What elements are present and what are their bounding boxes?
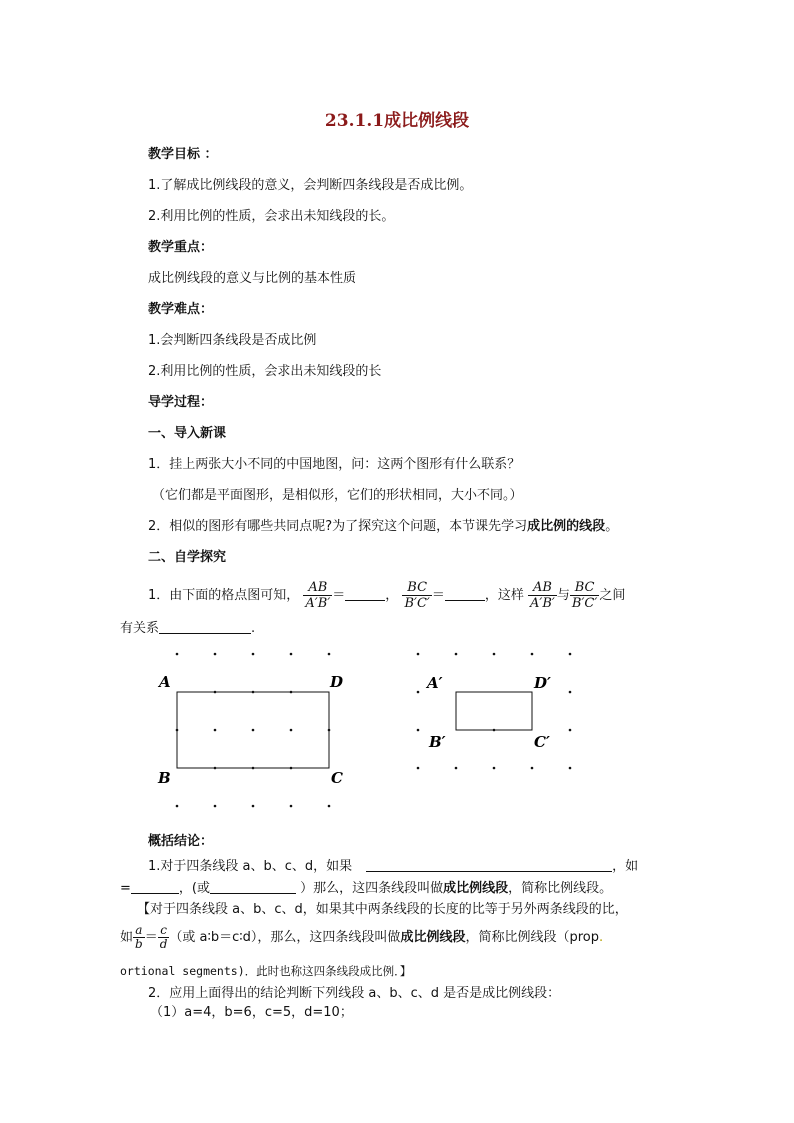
s2-line2-text: 有关系 [120, 621, 160, 636]
grid-dots [176, 653, 331, 808]
difficulty-1: 1.会判断四条线段是否成比例 [148, 333, 317, 348]
difficulty-2: 2.利用比例的性质，会求出未知线段的长 [148, 364, 382, 379]
s2-item-1-text: 1．由下面的格点图可知， [148, 588, 300, 603]
conclusion-1-end: ，简称比例线段。 [508, 881, 613, 896]
fraction-denominator: B′C′ [404, 596, 430, 611]
difficulty-heading: 教学难点： [148, 302, 214, 317]
fraction-c-d [158, 924, 170, 951]
s2-yu: 与 [556, 588, 570, 603]
conclusion-1 [148, 858, 638, 876]
key-text: 成比例线段的意义与比例的基本性质 [148, 271, 357, 286]
note-line-1: 【对于四条线段 a、b、c、d，如果其中两条线段的长度的比等于另外两条线段的比， [137, 902, 628, 917]
fraction-numerator: BC [570, 580, 599, 596]
s1-item-2-end: 。 [605, 519, 619, 534]
fraction-denominator: A′B′ [530, 596, 555, 611]
fraction-numerator: a [133, 924, 145, 938]
vertex-label-d-prime: D′ [534, 674, 551, 692]
note-line-2 [120, 921, 603, 955]
key-heading: 教学重点： [148, 240, 214, 255]
fraction-denominator: A′B′ [305, 596, 331, 611]
answer-blank-1[interactable] [345, 587, 385, 601]
page-title: 23.1.1成比例线段 [324, 111, 470, 131]
equals-prefix: = [120, 881, 131, 896]
fraction-numerator: c [158, 924, 170, 938]
answer-blank-3[interactable] [159, 620, 251, 634]
note-dot: . [598, 930, 604, 945]
summary-heading: 概括结论： [148, 834, 214, 849]
answer-blank-4[interactable] [366, 858, 612, 872]
goals-heading: 教学目标 ： [148, 147, 218, 162]
equals-sign: ＝ [144, 930, 158, 945]
vertex-label-b-prime: B′ [429, 733, 446, 751]
equals-sign: ＝ [431, 588, 445, 603]
comma: ， [385, 588, 399, 603]
vertex-label-c-prime: C′ [534, 733, 550, 751]
goal-1: 1.了解成比例线段的意义，会判断四条线段是否成比例。 [148, 178, 473, 193]
s1-item-2 [148, 518, 618, 536]
grid-figure-left [150, 645, 370, 815]
conclusion-1-or: ，(或 [178, 881, 210, 896]
goal-2: 2.利用比例的性质，会求出未知线段的长。 [148, 209, 395, 224]
fraction-bc-2 [570, 580, 599, 611]
s2-zheyang: ，这样 [484, 588, 524, 603]
period: . [251, 621, 256, 636]
conclusion-1-text: 1.对于四条线段 a、b、c、d，如果 [148, 859, 353, 874]
note-line-3: ortional segments)．此时也称这四条线段成比例．】 [120, 964, 412, 978]
answer-blank-6[interactable] [210, 880, 296, 894]
conclusion-1-line-2 [120, 880, 612, 898]
answer-blank-2[interactable] [445, 587, 485, 601]
conclusion-1-text-2: ）那么，这四条线段叫做 [295, 881, 444, 896]
conclusion-2-item-1: （1）a=4，b=6，c=5，d=10； [150, 1005, 353, 1020]
section-2-heading: 二、自学探究 [148, 550, 227, 565]
fraction-a-b [133, 924, 145, 951]
fraction-ab-2 [528, 580, 557, 611]
vertex-label-b: B [158, 769, 171, 787]
s2-item-1 [148, 577, 625, 615]
conclusion-1-bold: 成比例线段 [443, 881, 509, 896]
note-bold: 成比例线段 [400, 930, 466, 945]
vertex-label-c: C [331, 769, 343, 787]
s1-item-1: 1．挂上两张大小不同的中国地图，问：这两个图形有什么联系？ [148, 457, 521, 472]
rectangle-a1b1c1d1 [456, 692, 532, 730]
answer-blank-5[interactable] [131, 880, 179, 894]
note-text: （或 a∶b＝c∶d），那么，这四条线段叫做 [169, 930, 401, 945]
grid-dots [417, 653, 572, 770]
conclusion-1-ru: ，如 [612, 859, 639, 874]
vertex-label-a: A [159, 673, 171, 691]
vertex-label-a-prime: A′ [427, 674, 443, 692]
grid-figure-right [405, 645, 585, 775]
equals-sign: ＝ [332, 588, 346, 603]
s1-answer: （它们都是平面图形，是相似形，它们的形状相同，大小不同。） [152, 488, 523, 503]
fraction-denominator: d [159, 937, 168, 951]
fraction-denominator: b [135, 937, 143, 951]
conclusion-2: 2．应用上面得出的结论判断下列线段 a、b、c、d 是否是成比例线段： [148, 986, 561, 1001]
fraction-numerator: AB [528, 580, 557, 596]
s2-item-1-line-2 [120, 620, 255, 638]
fraction-denominator: B′C′ [571, 596, 598, 611]
fraction-numerator: AB [303, 580, 332, 596]
fraction-numerator: BC [402, 580, 431, 596]
s1-item-2-text: 2．相似的图形有哪些共同点呢?为了探究这个问题，本节课先学习 [148, 519, 528, 534]
fraction-ab [303, 580, 332, 611]
fraction-bc [402, 580, 431, 611]
note-ru: 如 [120, 930, 134, 945]
s2-zhijian: 之间 [599, 588, 626, 603]
section-1-heading: 一、导入新课 [148, 426, 227, 441]
vertex-label-d: D [330, 673, 344, 691]
s1-item-2-bold: 成比例的线段 [527, 519, 606, 534]
process-heading: 导学过程： [148, 395, 214, 410]
note-end: ，简称比例线段（prop [465, 930, 599, 945]
